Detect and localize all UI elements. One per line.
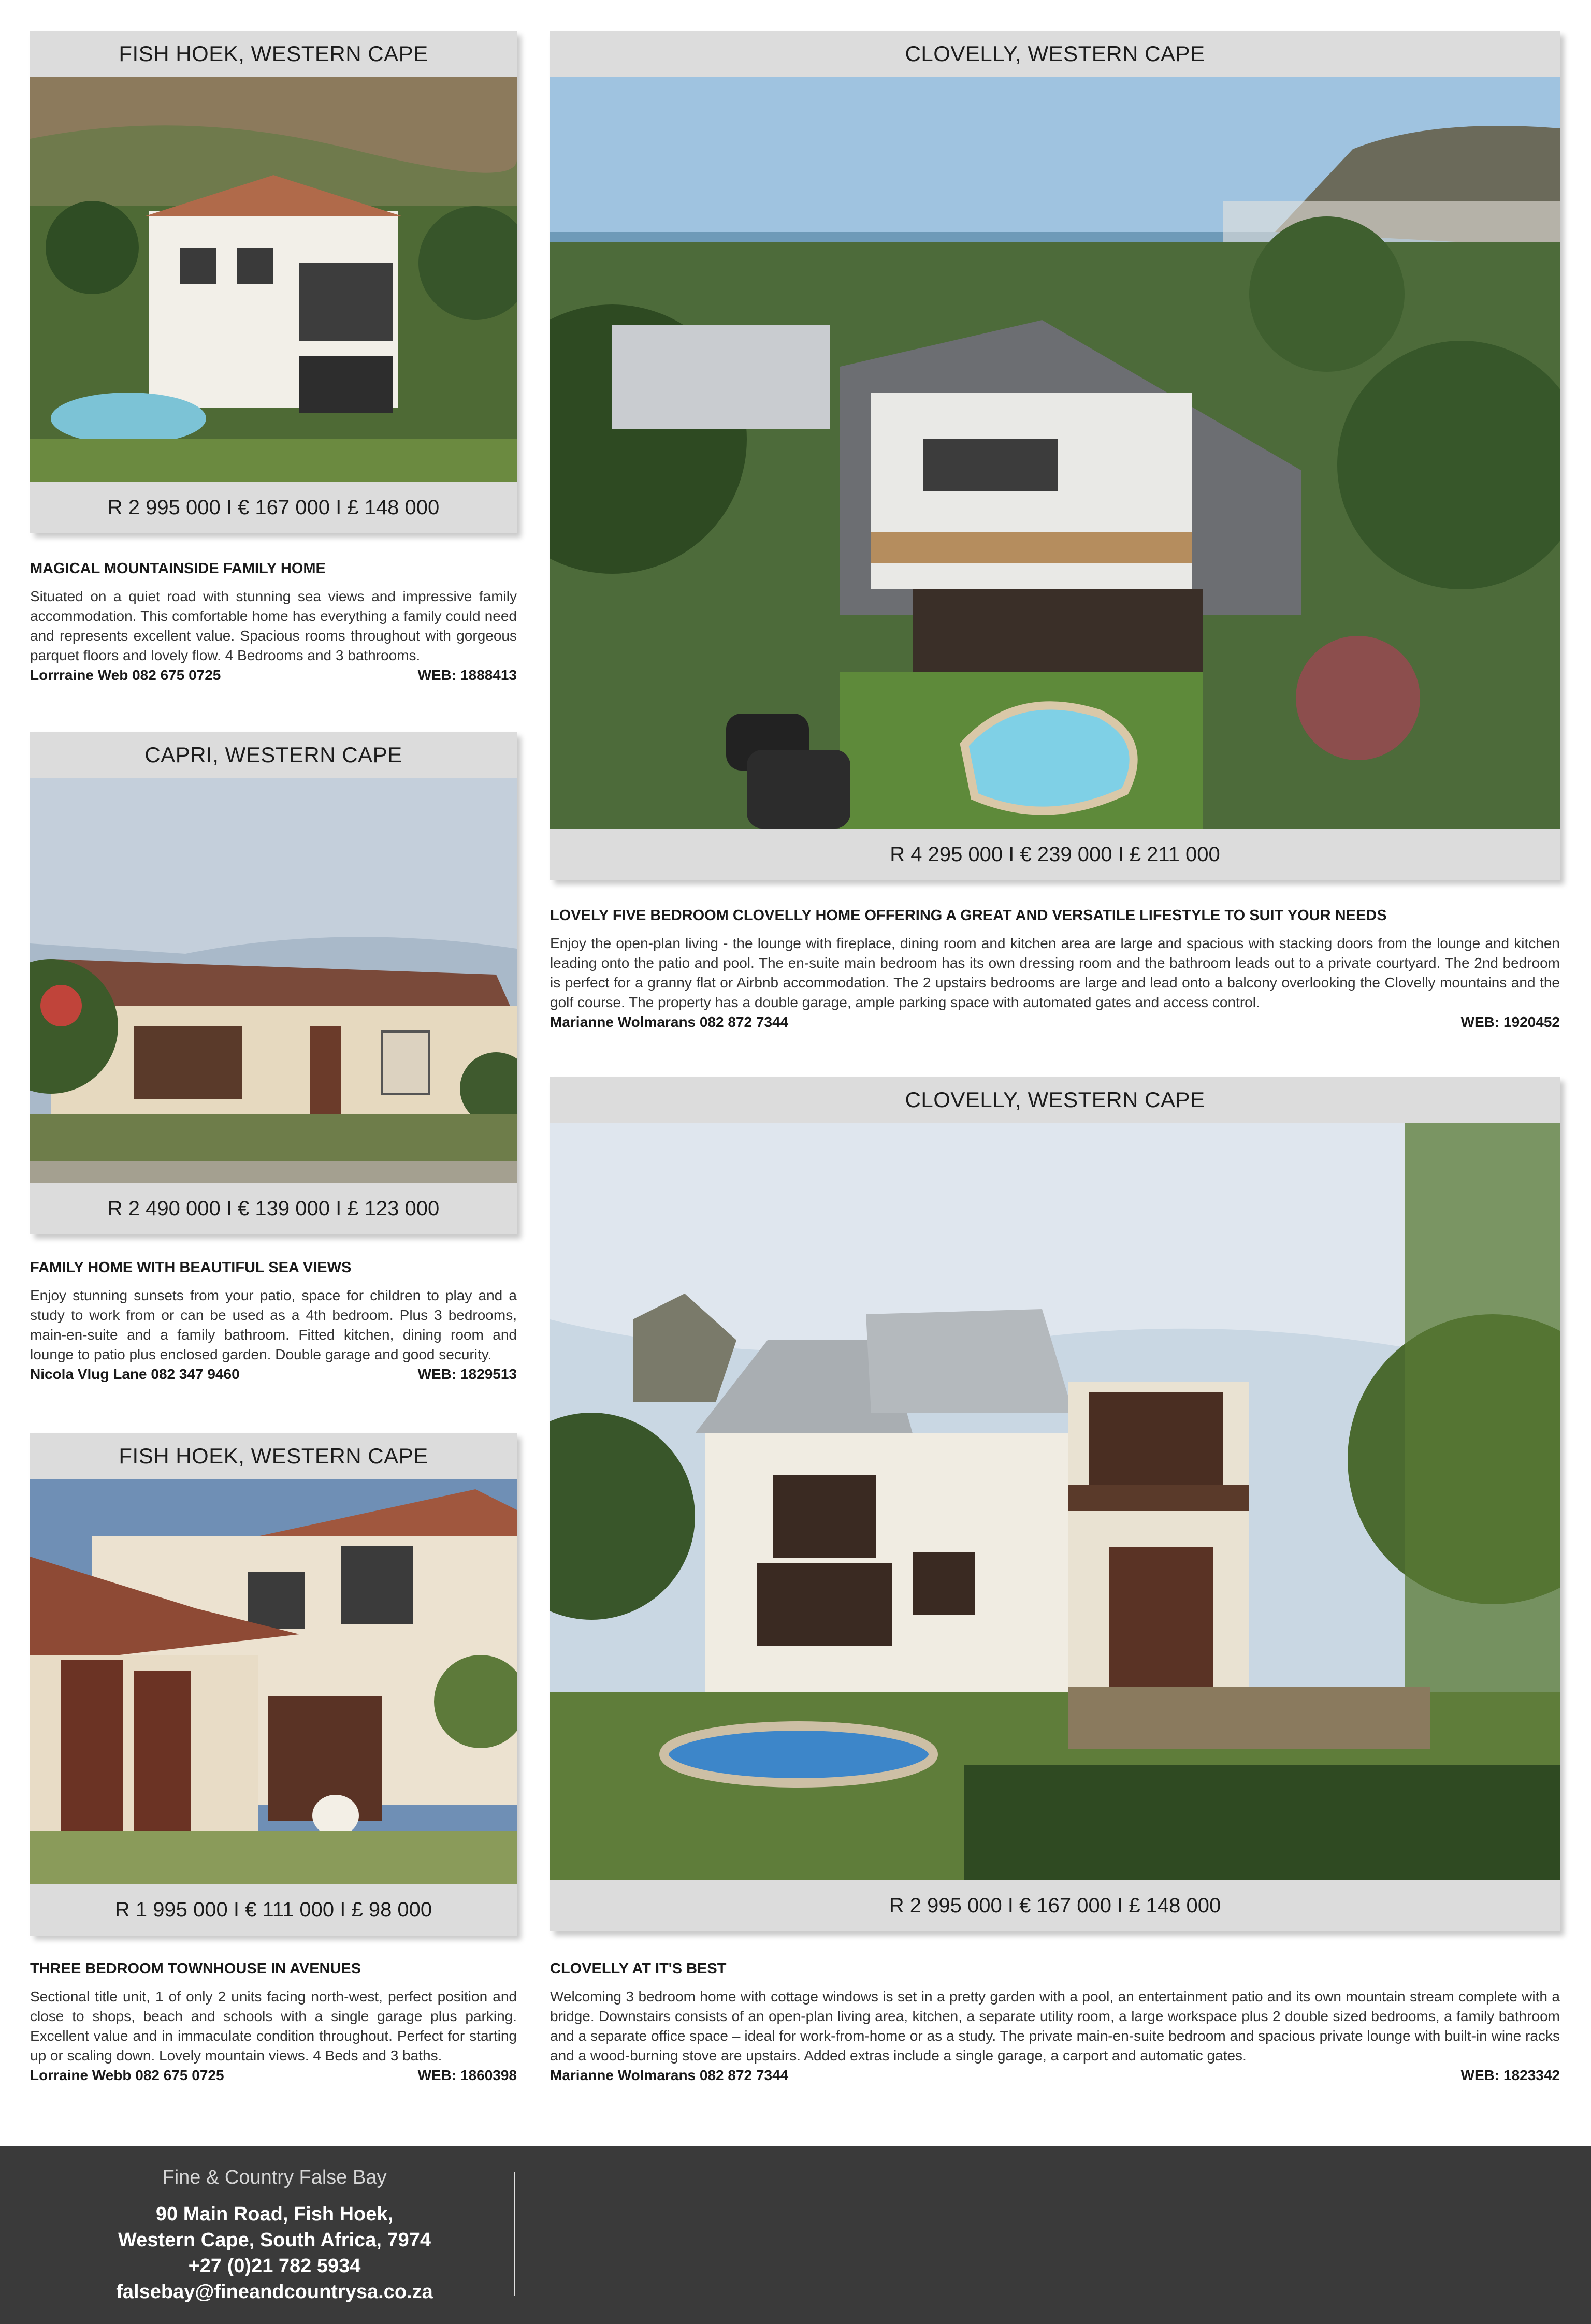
listing-card-capri: [30, 732, 517, 1234]
listing-location: CAPRI, WESTERN CAPE: [30, 732, 517, 778]
listing-text-fish-hoek-2: [30, 1960, 517, 2085]
listing-contact-row: [30, 665, 517, 685]
listing-text-fish-hoek-1: [30, 560, 517, 685]
office-brand-name: Fine & Country False Bay: [162, 2167, 387, 2188]
office-phone[interactable]: +27 (0)21 782 5934: [188, 2255, 361, 2277]
property-photo: [30, 77, 517, 482]
listing-title: FAMILY HOME WITH BEAUTIFUL SEA VIEWS: [30, 1259, 352, 1276]
footer: [0, 2146, 1591, 2324]
listing-agent: Nicola Vlug Lane 082 347 9460: [30, 1366, 240, 1382]
listing-text-clovelly-2: [550, 1960, 1560, 2085]
office-contact-block: [31, 2167, 518, 2305]
listing-title: THREE BEDROOM TOWNHOUSE IN AVENUES: [30, 1960, 361, 1977]
listing-price: R 4 295 000 I € 239 000 I £ 211 000: [550, 829, 1560, 880]
listing-agent: Marianne Wolmarans 082 872 7344: [550, 1014, 789, 1030]
listing-web-ref: WEB: 1888413: [417, 667, 517, 683]
listing-card-clovelly-2: [550, 1077, 1560, 1931]
listing-title: CLOVELLY AT IT'S BEST: [550, 1960, 727, 1977]
footer-divider: [514, 2172, 515, 2296]
listing-card-fish-hoek-2: [30, 1433, 517, 1936]
listing-location: FISH HOEK, WESTERN CAPE: [30, 31, 517, 77]
listing-description: Enjoy the open-plan living - the lounge with fireplace, dining room and kitchen area are large and spacious with stacking doors from the lounge and kitchen leading onto the patio and pool. The en-suite main bedroom has its own dressing room and the bathroom leads out to a private courtyard. The 2nd bedroom is perfect for a granny flat or Airbnb accommodation. The 2 upstairs bedrooms are large and lead onto a balcony overlooking the Clovelly mountains and the golf course. The property has a double garage, ample parking space with automated gates and access control.: [550, 935, 1560, 1010]
listing-text-capri: [30, 1259, 517, 1384]
listing-web-ref: WEB: 1823342: [1460, 2067, 1560, 2083]
listing-contact-row: [550, 2066, 1560, 2085]
listing-card-fish-hoek-1: [30, 31, 517, 533]
listing-contact-row: [550, 1012, 1560, 1032]
listing-price: R 1 995 000 I € 111 000 I £ 98 000: [30, 1884, 517, 1936]
listing-title: LOVELY FIVE BEDROOM CLOVELLY HOME OFFERING A GREAT AND VERSATILE LIFESTYLE TO SUIT YOUR NEEDS: [550, 907, 1387, 924]
listing-agent: Lorraine Webb 082 675 0725: [30, 2067, 224, 2083]
listing-description: Enjoy stunning sunsets from your patio, space for children to play and a study to work from or can be used as a 4th bedroom. Plus 3 bedrooms, main-en-suite and a family bathroom. Fitted kitchen, dining room and lounge to patio plus enclosed garden. Double garage and good security.: [30, 1287, 517, 1362]
listing-agent: Lorrraine Web 082 675 0725: [30, 667, 221, 683]
office-email-link[interactable]: falsebay@fineandcountrysa.co.za: [116, 2281, 433, 2303]
listing-agent: Marianne Wolmarans 082 872 7344: [550, 2067, 789, 2083]
property-photo: [550, 1123, 1560, 1880]
property-photo: [550, 77, 1560, 829]
listing-web-ref: WEB: 1860398: [417, 2067, 517, 2083]
office-address-line2: Western Cape, South Africa, 7974: [118, 2229, 431, 2251]
office-address-line1: 90 Main Road, Fish Hoek,: [155, 2203, 394, 2225]
listing-description: Sectional title unit, 1 of only 2 units facing north-west, perfect position and close to shops, beach and schools with a single garage plus parking. Excellent value and in immaculate condition throughout. Perfect for starting up or scaling down. Lovely mountain views. 4 Beds and 3 baths.: [30, 1988, 517, 2064]
listing-contact-row: [30, 2066, 517, 2085]
listing-card-clovelly-1: [550, 31, 1560, 880]
listing-web-ref: WEB: 1920452: [1460, 1014, 1560, 1030]
listing-web-ref: WEB: 1829513: [417, 1366, 517, 1382]
listing-location: CLOVELLY, WESTERN CAPE: [550, 1077, 1560, 1123]
listing-location: CLOVELLY, WESTERN CAPE: [550, 31, 1560, 77]
property-photo: [30, 778, 517, 1183]
listing-contact-row: [30, 1364, 517, 1384]
listing-price: R 2 995 000 I € 167 000 I £ 148 000: [550, 1880, 1560, 1931]
listing-title: MAGICAL MOUNTAINSIDE FAMILY HOME: [30, 560, 326, 577]
listing-text-clovelly-1: [550, 907, 1560, 1032]
listing-description: Situated on a quiet road with stunning sea views and impressive family accommodation. This comfortable home has everything a family could need and represents excellent value. Spacious rooms throughout with gorgeous parquet floors and lovely flow. 4 Bedrooms and 3 bathrooms.: [30, 588, 517, 663]
listing-description: Welcoming 3 bedroom home with cottage windows is set in a pretty garden with a pool, an entertainment patio and its own mountain stream complete with a bridge. Downstairs consists of an open-plan living area, kitchen, a separate utility room, a large workspace plus 2 double sized bedrooms, a family bathroom and a separate office space – ideal for work-from-home or as a study. The private main-en-suite bedroom and spacious private lounge with built-in wine racks and a wood-burning stove are upstairs. Added extras include a single garage, a carport and automatic gates.: [550, 1988, 1560, 2064]
listing-location: FISH HOEK, WESTERN CAPE: [30, 1433, 517, 1479]
listing-price: R 2 995 000 I € 167 000 I £ 148 000: [30, 482, 517, 533]
listing-price: R 2 490 000 I € 139 000 I £ 123 000: [30, 1183, 517, 1234]
property-photo: [30, 1479, 517, 1884]
